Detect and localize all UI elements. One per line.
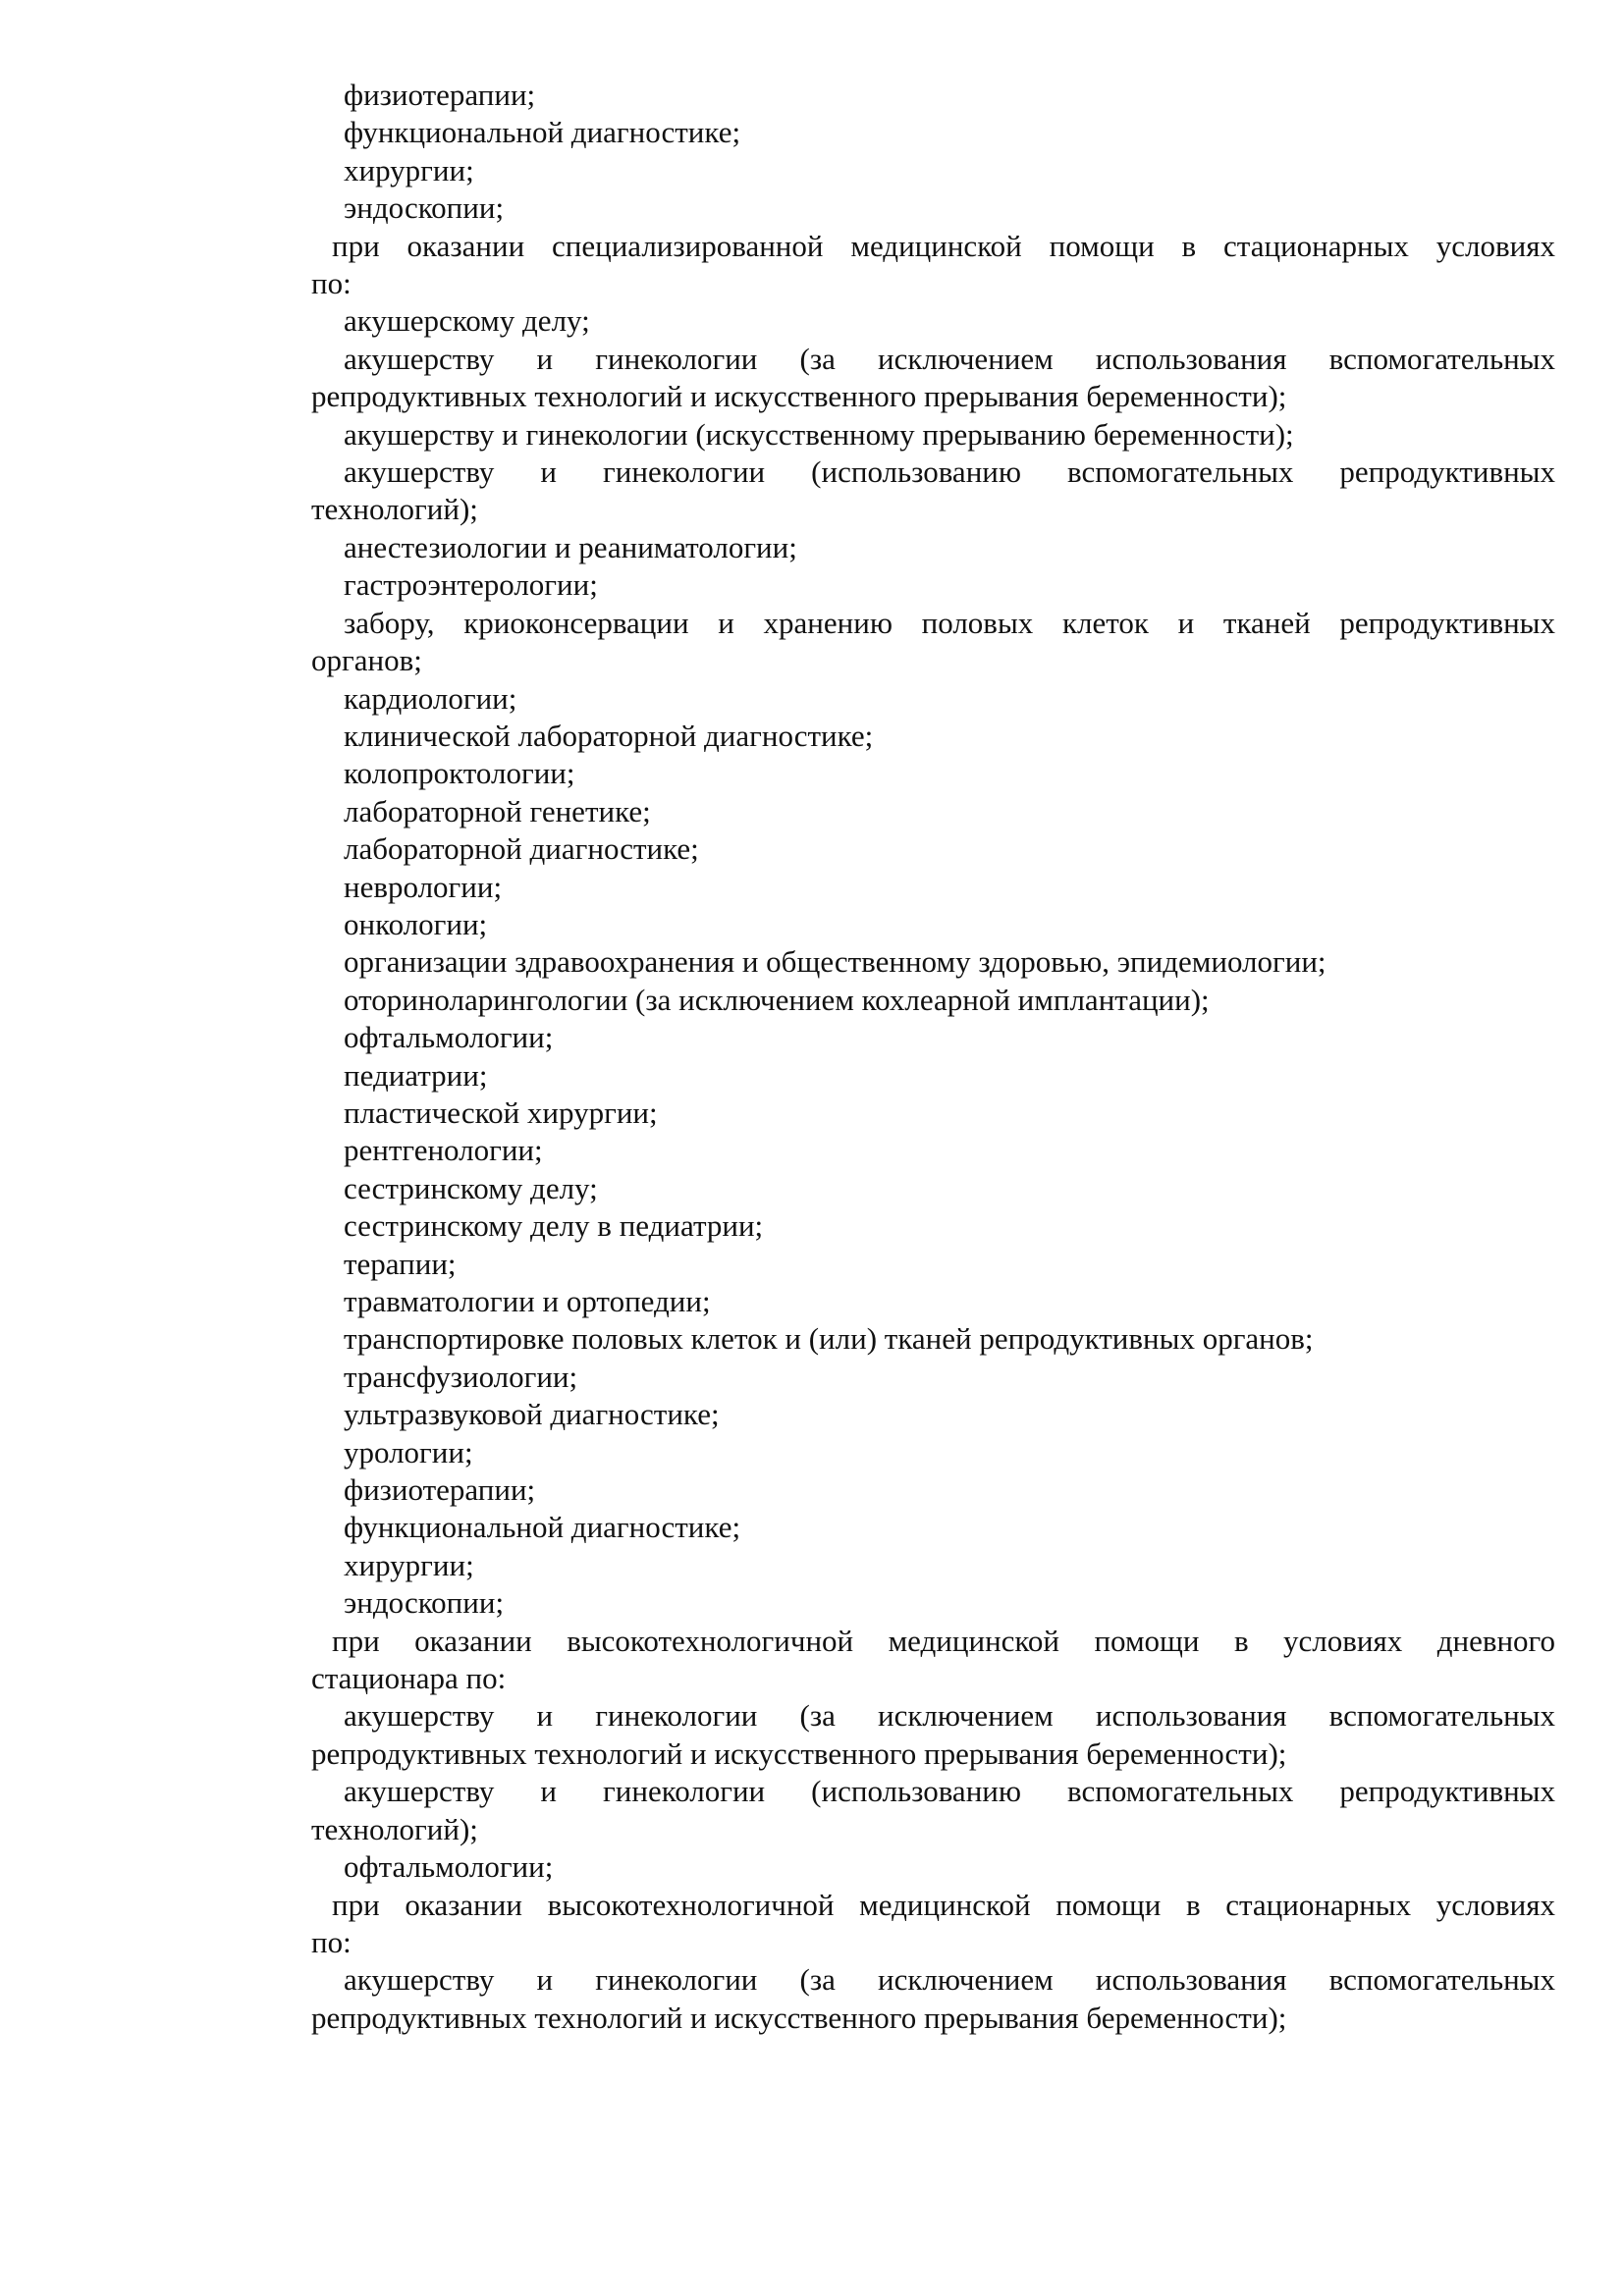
- list-item-line: офтальмологии;: [344, 1849, 554, 1885]
- continuation-line: по:: [311, 266, 352, 301]
- list-item-line: кардиологии;: [344, 680, 517, 716]
- list-item-line: гастроэнтерологии;: [344, 567, 598, 603]
- list-item-line: функциональной диагностике;: [344, 115, 741, 150]
- list-item-line: физиотерапии;: [344, 78, 536, 112]
- continuation-line: технологий);: [311, 492, 478, 527]
- list-item-line: акушерству и гинекологии (искусственному прерыванию беременности);: [344, 416, 1294, 452]
- list-item-line: неврологии;: [344, 869, 503, 904]
- list-item-line: акушерству и гинекологии (за исключением использования вспомогательных: [344, 1698, 1555, 1734]
- list-item-line: пластической хирургии;: [344, 1095, 658, 1130]
- section-heading-line: при оказании высокотехнологичной медицинской помощи в условиях дневного: [332, 1623, 1555, 1658]
- list-item-line: акушерству и гинекологии (за исключением использования вспомогательных: [344, 1962, 1555, 1998]
- section-heading-line: при оказании высокотехнологичной медицинской помощи в стационарных условиях: [332, 1887, 1555, 1922]
- list-item-line: эндоскопии;: [344, 190, 505, 226]
- list-item-line: хирургии;: [344, 1547, 474, 1582]
- list-item-line: онкологии;: [344, 906, 488, 941]
- list-item-line: клинической лабораторной диагностике;: [344, 718, 874, 753]
- continuation-line: по:: [311, 1924, 352, 1959]
- continuation-line: репродуктивных технологий и искусственного прерывания беременности);: [311, 2000, 1287, 2035]
- list-item-line: лабораторной диагностике;: [344, 831, 699, 867]
- list-item-line: акушерскому делу;: [344, 303, 590, 339]
- list-item-line: функциональной диагностике;: [344, 1510, 741, 1545]
- list-item-line: травматологии и ортопедии;: [344, 1284, 711, 1318]
- continuation-line: репродуктивных технологий и искусственного прерывания беременности);: [311, 379, 1287, 414]
- list-item-line: терапии;: [344, 1246, 457, 1281]
- list-item-line: акушерству и гинекологии (использованию вспомогательных репродуктивных: [344, 1774, 1555, 1809]
- list-item-line: транспортировке половых клеток и (или) тканей репродуктивных органов;: [344, 1321, 1314, 1357]
- continuation-line: органов;: [311, 643, 422, 678]
- list-item-line: физиотерапии;: [344, 1472, 536, 1508]
- section-heading-line: при оказании специализированной медицинской помощи в стационарных условиях: [332, 228, 1555, 263]
- list-item-line: эндоскопии;: [344, 1585, 505, 1621]
- list-item-line: организации здравоохранения и общественному здоровью, эпидемиологии;: [344, 944, 1326, 980]
- list-item-line: акушерству и гинекологии (за исключением использования вспомогательных: [344, 341, 1555, 376]
- continuation-line: стационара по:: [311, 1661, 507, 1696]
- list-item-line: сестринскому делу в педиатрии;: [344, 1208, 764, 1244]
- list-item-line: трансфузиологии;: [344, 1359, 578, 1394]
- list-item-line: забору, криоконсервации и хранению половых клеток и тканей репродуктивных: [344, 605, 1555, 640]
- list-item-line: сестринскому делу;: [344, 1170, 598, 1205]
- list-item-line: рентгенологии;: [344, 1133, 543, 1168]
- list-item-line: офтальмологии;: [344, 1020, 554, 1055]
- list-item-line: лабораторной генетике;: [344, 793, 651, 828]
- list-item-line: педиатрии;: [344, 1057, 488, 1093]
- list-item-line: хирургии;: [344, 152, 474, 187]
- list-item-line: анестезиологии и реаниматологии;: [344, 529, 797, 564]
- list-item-line: урологии;: [344, 1434, 473, 1469]
- list-item-line: оториноларингологии (за исключением кохлеарной имплантации);: [344, 982, 1210, 1017]
- continuation-line: репродуктивных технологий и искусственного прерывания беременности);: [311, 1735, 1287, 1771]
- list-item-line: колопроктологии;: [344, 756, 575, 791]
- list-item-line: акушерству и гинекологии (использованию вспомогательных репродуктивных: [344, 454, 1555, 490]
- document-page: [311, 77, 1555, 2037]
- list-item-line: ультразвуковой диагностике;: [344, 1397, 720, 1432]
- continuation-line: технологий);: [311, 1811, 478, 1846]
